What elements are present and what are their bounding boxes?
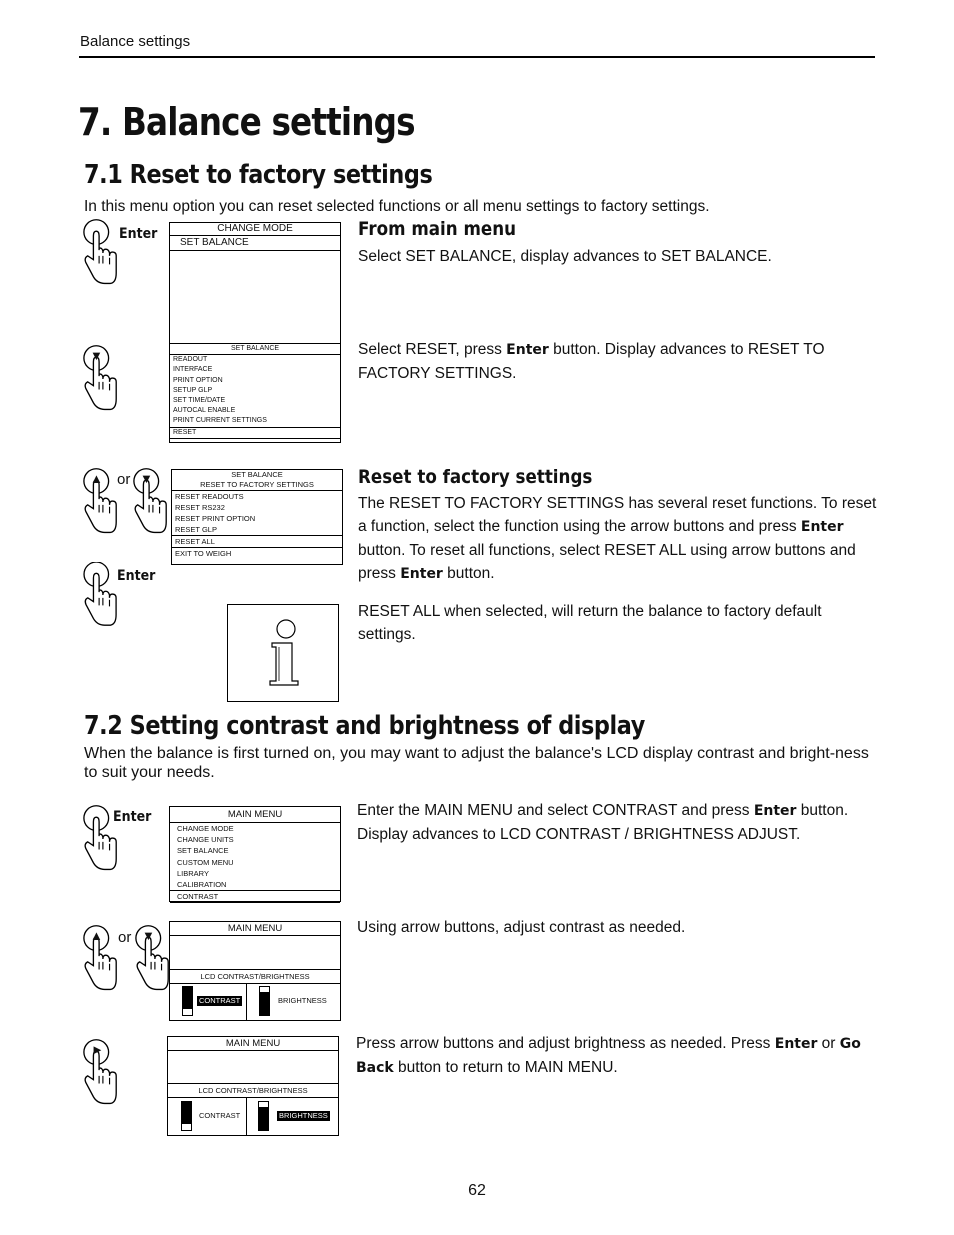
up-arrow-icon: ▲ [90,471,103,486]
subheading-from-main-menu: From main menu [358,218,517,240]
contrast-step-2-text: Using arrow buttons, adjust contrast as needed. [357,919,686,936]
lcd-subtitle: LCD CONTRAST/BRIGHTNESS [170,969,340,984]
brightness-meter-fill [259,1107,268,1130]
lcd-item: RESET READOUTS [175,492,244,501]
lcd-item: SET BALANCE [177,846,229,856]
lcd-subtitle: RESET TO FACTORY SETTINGS [172,480,342,491]
lcd-title: MAIN MENU [170,807,340,823]
or-label: or [118,929,132,946]
lcd-reset-factory [171,469,343,565]
lcd-item: CHANGE MODE [177,824,234,833]
up-arrow-icon: ▲ [90,928,103,943]
note-text: RESET ALL when selected, will return the balance to factory default settings. [358,603,822,643]
down-arrow-icon: ▼ [142,928,155,943]
lcd-item: CHANGE UNITS [177,835,234,845]
enter-key-label: Enter [117,568,156,584]
enter-key-label: Enter [113,809,152,825]
lcd-title: MAIN MENU [170,922,340,936]
lcd-item: RESET PRINT OPTION [175,514,256,523]
contrast-meter [182,986,193,1016]
lcd-set-balance [169,343,341,443]
contrast-meter [181,1101,192,1131]
contrast-step-1-text: Enter the MAIN MENU and select CONTRAST and press Enter button. Display advances to LCD CONTRAST / BRIGHTNESS ADJUST. [357,802,849,843]
contrast-label: CONTRAST [199,1111,241,1120]
lcd-title: SET BALANCE [170,344,340,355]
lcd-item: AUTOCAL ENABLE [173,407,236,415]
lcd-title: MAIN MENU [168,1037,338,1051]
brightness-meter [259,986,270,1016]
lcd-brightness-adjust [167,1036,339,1136]
brightness-label: BRIGHTNESS [278,996,327,1005]
contrast-meter-fill [183,987,192,1009]
brightness-label-selected: BRIGHTNESS [279,1111,328,1120]
step-1-text: Select SET BALANCE, display advances to SET BALANCE. [358,248,772,265]
or-label: or [117,471,131,488]
lcd-item-selected: CONTRAST [170,890,340,903]
brightness-meter [258,1101,269,1131]
down-arrow-icon: ▼ [90,348,103,363]
step-2-text: Select RESET, press Enter button. Display advances to RESET TO FACTORY SETTINGS. [358,341,825,382]
step-3-text: The RESET TO FACTORY SETTINGS has several reset functions. To reset a function, select the function using the arrow buttons and press Enter button. To reset all functions, select RESET ALL using arrow buttons and press Enter button. [358,495,877,582]
lcd-item: CUSTOM MENU [177,857,234,867]
lcd-divider [246,1098,247,1135]
lcd-item-selected: RESET ALL [172,535,342,548]
lcd-main-menu [169,806,341,902]
subheading-reset-factory: Reset to factory settings [358,466,593,488]
section-7-1-intro: In this menu option you can reset selected functions or all menu settings to factory settings. [84,198,710,215]
lcd-subtitle: LCD CONTRAST/BRIGHTNESS [168,1083,338,1098]
contrast-label-selected: CONTRAST [199,996,241,1005]
hand-press-icon [82,562,120,628]
lcd-item-selected: RESET [170,427,340,439]
enter-key-label: Enter [119,226,158,242]
lcd-item: SETUP GLP [173,386,213,394]
header-rule [79,56,875,58]
section-7-1-title: 7.1 Reset to factory settings [84,160,433,190]
chapter-title: 7. Balance settings [78,100,415,144]
lcd-change-mode [169,222,341,350]
lcd-item: CALIBRATION [177,880,227,890]
lcd-row-selected: SET BALANCE [170,236,340,251]
down-arrow-icon: ▼ [140,471,153,486]
lcd-item: RESET RS232 [175,503,225,512]
info-box [227,604,339,702]
section-7-2-intro: When the balance is first turned on, you may want to adjust the balance's LCD display contrast and bright-ness to suit your needs. [84,745,869,781]
info-icon [228,605,338,701]
right-arrow-icon: ► [91,1042,104,1057]
lcd-item: PRINT OPTION [173,376,223,384]
lcd-item: INTERFACE [173,366,213,374]
section-7-2-title: 7.2 Setting contrast and brightness of display [84,711,645,741]
lcd-item: PRINT CURRENT SETTINGS [173,417,267,425]
lcd-divider [246,984,247,1020]
hand-press-icon [82,219,120,287]
lcd-title: SET BALANCE [231,470,283,479]
lcd-item: SET TIME/DATE [173,397,226,405]
page-number: 62 [468,1182,486,1199]
contrast-step-3-text: Press arrow buttons and adjust brightness as needed. Press Enter or Go Back button to return to MAIN MENU. [356,1035,861,1076]
running-header: Balance settings [80,33,191,50]
lcd-contrast-adjust [169,921,341,1021]
lcd-item: RESET GLP [175,525,217,534]
lcd-title: CHANGE MODE [170,223,340,236]
brightness-meter-fill [260,992,269,1015]
lcd-item: READOUT [173,356,208,364]
lcd-item: LIBRARY [177,868,209,878]
contrast-meter-fill [182,1102,191,1124]
lcd-item: EXIT TO WEIGH [175,549,232,558]
